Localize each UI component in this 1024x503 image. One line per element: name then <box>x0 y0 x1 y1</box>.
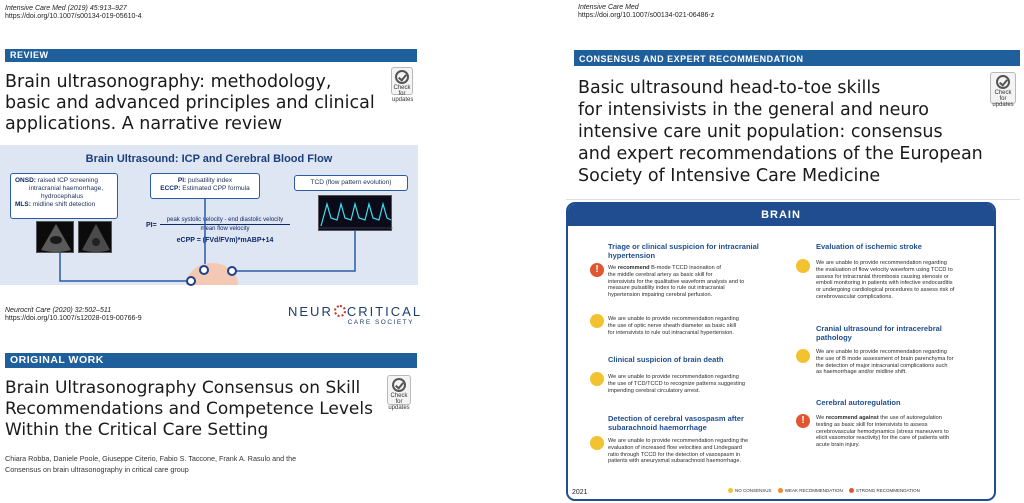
legend-label: STRONG RECOMMENDATION <box>855 488 920 493</box>
tcd-box: TCD (flow pattern evolution) <box>294 175 408 191</box>
check-for-updates-badge[interactable] <box>990 72 1016 108</box>
legend-dot-icon <box>728 488 733 493</box>
section-title-vasospasm: Detection of cerebral vasospasm after subarachnoid haemorrhage <box>608 414 744 432</box>
check-for-updates-badge[interactable] <box>387 375 411 411</box>
paper-consensus-2021 <box>566 0 1020 200</box>
section-label: ORIGINAL WORK <box>5 353 417 368</box>
journal-reference: Neurocrit Care (2020) 32:502–511 <box>5 307 112 314</box>
recommendation-text: We are unable to provide recommendation regarding the use of TCD/TCCD to recognize patterns suggesting impending cerebral circulatory arrest. <box>608 374 746 394</box>
title-line: basic and advanced principles and clinical <box>5 93 375 113</box>
recommendation-text: We are unable to provide recommendation regarding the use of B mode assessment of brain parenchyma for the detection of major intracranial complications such as haemorrhage and/or midline shift. <box>816 349 954 376</box>
authors-line: Consensus on brain ultrasonography in critical care group <box>5 465 189 474</box>
neurocritical-care-society-logo <box>288 304 423 334</box>
brain-recommendations-infographic <box>566 202 996 501</box>
title-line: Basic ultrasound head-to-toe skills <box>578 78 881 98</box>
title-line: and expert recommendations of the European <box>578 144 983 164</box>
title-line: Society of Intensive Care Medicine <box>578 166 881 186</box>
journal-reference: Intensive Care Med (2019) 45:913–927 <box>5 5 127 12</box>
check-icon <box>395 70 409 84</box>
brain-logo-icon <box>334 305 346 317</box>
recommendation-text: We are unable to provide recommendation regarding the use of optic nerve sheath diameter as basic skill for intensivists to rule out intracranial hypertension. <box>608 316 739 336</box>
section-title-triage: Triage or clinical suspicion for intracranial hypertension <box>608 242 759 260</box>
check-for-updates-badge[interactable] <box>391 67 414 103</box>
title-line: intensive care unit population: consensus <box>578 122 943 142</box>
recommendation-legend <box>728 488 920 494</box>
recommendation-text: We recommend B-mode TCCD insonation of the middle cerebral artery as basic skill for intensivists for the qualitative waveform analysis and to measure pulsatility index to rule out intracranial hypertension impairing cerebral perfusion. <box>608 265 745 299</box>
title-line: Brain ultrasonography: methodology, <box>5 72 332 92</box>
logo-text: CRITICAL <box>346 304 423 319</box>
connector-lines <box>0 145 418 285</box>
badge-line: Check for <box>390 393 408 405</box>
badge-line: updates <box>388 405 410 411</box>
doi-link[interactable]: https://doi.org/10.1007/s00134-019-05610-4 <box>5 13 142 20</box>
title-line: Brain Ultrasonography Consensus on Skill <box>5 378 361 398</box>
recommendation-text: We recommend against the use of autoregulation testing as basic skill for intensivists to assess cerebrovascular hemodynamics (stress maneuvers to elicit vasomotor reactivity) for the care of patients with acute brain injury. <box>816 415 950 449</box>
ecpp-formula: eCPP = (FVd/FVm)*mABP+14 <box>176 237 274 244</box>
onsd-mls-box: ONSD: raised ICP screening intracranial haemorrhage, hydrocephalus MLS: midline shift detection <box>10 173 118 219</box>
legend-label: WEAK RECOMMENDATION <box>784 488 843 493</box>
node-marker <box>186 276 196 286</box>
pi-formula-denominator: mean flow velocity <box>200 226 250 232</box>
no-consensus-icon <box>590 314 604 328</box>
strong-recommendation-icon <box>796 414 810 428</box>
recommendation-text: We are unable to provide recommendation regarding the evaluation of increased flow velocities and Lindegaard ratio through TCCD for the detection of vasospasm in patients with aneurysmal subarachnoid haemorrhage. <box>608 438 749 465</box>
paper-title <box>5 72 375 135</box>
node-marker <box>199 265 209 275</box>
node-marker <box>227 266 237 276</box>
figure-title: Brain Ultrasound: ICP and Cerebral Blood Flow <box>85 153 333 165</box>
doi-link[interactable]: https://doi.org/10.1007/s12028-019-00766-9 <box>5 315 142 322</box>
doi-link[interactable]: https://doi.org/10.1007/s00134-021-06486-z <box>578 12 715 19</box>
section-label: REVIEW <box>5 49 417 62</box>
check-icon <box>392 378 406 392</box>
pi-formula-numerator: peak systolic velocity - end diastolic velocity <box>160 216 290 225</box>
infographic-header: BRAIN <box>568 204 994 226</box>
title-line: for intensivists in the general and neuro <box>578 100 929 120</box>
paper-title <box>578 77 983 187</box>
author-list <box>5 453 415 475</box>
badge-line: Check for <box>393 85 411 97</box>
section-title-stroke: Evaluation of ischemic stroke <box>816 242 922 251</box>
authors-line: Chiara Robba, Daniele Poole, Giuseppe Citerio, Fabio S. Taccone, Frank A. Rasulo and the <box>5 454 297 463</box>
title-line: Recommendations and Competence Levels <box>5 399 373 419</box>
recommendation-text: We are unable to provide recommendation regarding the evaluation of flow velocity waveform using TCCD to assess for intracranial thrombosis causing stenosis or emboli monitoring in patients with infective endocarditis or undergoing cardiological procedures to assess risk of cerebrovascular complications. <box>816 260 955 300</box>
paper-title <box>5 378 373 441</box>
no-consensus-icon <box>590 372 604 386</box>
badge-line: Check for <box>994 90 1012 102</box>
title-line: Within the Critical Care Setting <box>5 420 269 440</box>
section-title-autoregulation: Cerebral autoregulation <box>816 398 901 407</box>
pi-eccp-box: PI: pulsatility index ECCP: Estimated CPP formula <box>150 173 260 199</box>
no-consensus-icon <box>796 259 810 273</box>
section-label: CONSENSUS AND EXPERT RECOMMENDATION <box>574 52 1020 66</box>
paper-original-work-2020 <box>0 290 423 503</box>
pi-formula-lhs: PI= <box>146 222 157 229</box>
no-consensus-icon <box>796 349 810 363</box>
check-icon <box>996 75 1010 89</box>
legend-dot-icon <box>849 488 854 493</box>
year-label: 2021 <box>572 489 588 496</box>
legend-dot-icon <box>778 488 783 493</box>
section-title-cranial-ultrasound: Cranial ultrasound for intracerebral pathology <box>816 324 942 342</box>
legend-label: NO CONSENSUS <box>735 488 772 493</box>
paper-review-2019 <box>0 0 418 145</box>
badge-line: updates <box>392 97 414 103</box>
section-title-brain-death: Clinical suspicion of brain death <box>608 355 724 364</box>
badge-line: updates <box>992 102 1014 108</box>
icp-cbf-figure <box>0 145 418 285</box>
logo-subtext: CARE SOCIETY <box>347 319 414 326</box>
no-consensus-icon <box>590 436 604 450</box>
strong-recommendation-icon <box>590 263 604 277</box>
logo-text: NEUR <box>288 304 333 319</box>
journal-reference: Intensive Care Med <box>578 4 639 11</box>
title-line: applications. A narrative review <box>5 114 283 134</box>
